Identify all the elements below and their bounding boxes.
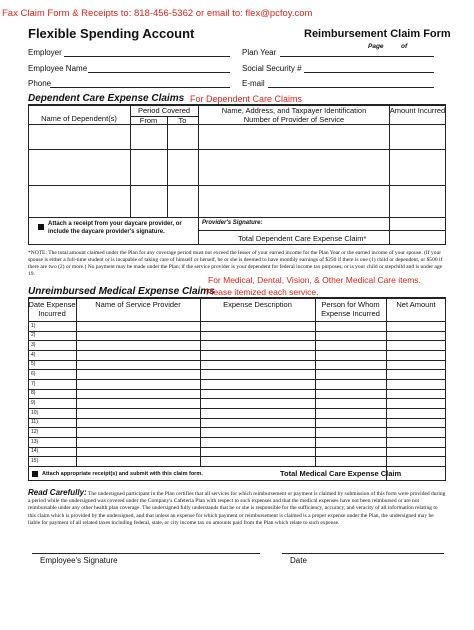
table-row[interactable] (29, 331, 445, 340)
employer-label: Employer (28, 48, 62, 57)
row-number: 15) (31, 457, 39, 464)
certification-body: The undersigned participant in the Plan certifies that all services for which reimbursement or payment is claimed by submission of this form were provided during a period while the undersigned was covered under the Company's Cafeteria Plan with respect to such expenses and that the medical expenses have not been reimbursed or are not reimbursable under any other health plan coverage. The undersigned fully understands that he or she is responsible for the sufficiency, accuracy, and veracity of all information relating to this claim which is provided by the undersigned, and that unless an expense for which payment or reimbursement is claimed is a proper expense under the Plan, the undersigned may be liable for payment of all related taxes including federal, state, or city income tax on amounts paid from the Plan which relate to such expense. (28, 491, 446, 526)
employee-signature-label: Employee's Signature (40, 556, 118, 565)
col-from: From (139, 116, 158, 125)
phone-field[interactable] (50, 87, 230, 88)
fax-instructions: Fax Claim Form & Receipts to: 818-456-5362 or email to: flex@pcfoy.com (2, 8, 313, 19)
employer-field[interactable] (64, 56, 230, 57)
earned-income-note: *NOTE: The total amount claimed under the Plan for any coverage period must not exceed the lesser of your earned income for the Plan Year or the earned income of your spouse. (If your spouse is either a full-time student or is incapable of taking care of himself or herself, he or she is deemed to have monthly earnings of $250 if there is one (1) child or dependent, or $500 if there are two (2) or more.) No payment may be made under the Plan; if the service provider is your dependent for federal income tax purposes, or is your child or stepchild and is under age 19. (28, 250, 443, 277)
medical-note-items: For Medical, Dental, Vision, & Other Medical Care items. (208, 275, 421, 285)
table-row[interactable] (29, 447, 445, 456)
col-net-amount: Net Amount (396, 300, 436, 309)
plan-year-label: Plan Year (242, 48, 277, 57)
dependent-row[interactable] (29, 150, 129, 184)
table-row[interactable] (29, 351, 445, 360)
dependent-row[interactable] (29, 186, 129, 216)
arrow-icon (38, 224, 44, 230)
form-title: Reimbursement Claim Form (304, 28, 451, 40)
row-number: 1) (31, 322, 36, 329)
col-to: To (178, 116, 187, 125)
row-number: 9) (31, 399, 36, 406)
table-row[interactable] (29, 322, 445, 331)
ssn-field[interactable] (304, 72, 434, 73)
row-number: 3) (31, 341, 36, 348)
date-label: Date (290, 556, 307, 565)
row-number: 8) (31, 390, 36, 397)
page-title: Flexible Spending Account (28, 26, 195, 41)
row-number: 13) (31, 438, 39, 445)
row-number: 7) (31, 380, 36, 387)
medical-note-itemize: Please itemized each service. (206, 287, 319, 297)
arrow-icon (32, 471, 38, 477)
page-label: Page (368, 43, 384, 50)
row-number: 4) (31, 351, 36, 358)
col-expense-description: Expense Description (223, 300, 292, 309)
read-carefully-label: Read Carefully: (28, 488, 87, 497)
table-row[interactable] (29, 389, 445, 398)
row-number: 5) (31, 361, 36, 368)
employee-name-label: Employee Name (28, 64, 88, 73)
dependent-row[interactable] (29, 125, 129, 148)
medical-heading: Unreimbursed Medical Expense Claims (28, 286, 215, 297)
col-dependent-name: Name of Dependent(s) (41, 114, 117, 123)
employee-name-field[interactable] (88, 72, 230, 73)
medical-attach-note: Attach appropriate receipt(s) and submit with this claim form. (42, 471, 203, 477)
dependent-total-label: Total Dependent Care Expense Claim* (238, 234, 367, 243)
row-number: 6) (31, 370, 36, 377)
table-row[interactable] (29, 409, 445, 418)
plan-year-field[interactable] (280, 56, 434, 57)
table-row[interactable] (29, 380, 445, 389)
table-row[interactable] (29, 370, 445, 379)
table-row[interactable] (29, 428, 445, 437)
dependent-total-field[interactable] (390, 231, 445, 244)
row-number: 10) (31, 409, 39, 416)
email-label: E-mail (242, 79, 265, 88)
col-amount: Amount Incurred (389, 106, 446, 115)
date-field[interactable] (282, 553, 444, 554)
row-number: 12) (31, 428, 39, 435)
col-provider: Name, Address, and Taxpayer Identification Number of Provider of Service (221, 106, 367, 124)
col-period-covered: Period Covered (137, 106, 191, 115)
table-row[interactable] (29, 399, 445, 408)
certification-text (28, 489, 446, 527)
table-row[interactable] (29, 438, 445, 447)
table-row[interactable] (29, 457, 445, 466)
table-row[interactable] (29, 360, 445, 369)
dependent-attach-note: Attach a receipt from your daycare provider, or include the daycare provider's signature. (48, 221, 182, 235)
table-row[interactable] (29, 341, 445, 350)
medical-total-label: Total Medical Care Expense Claim (280, 469, 402, 478)
col-date-incurred: Date Expense Incurred (28, 300, 76, 318)
provider-signature-label: Provider's Signature: (202, 220, 263, 226)
employee-signature-field[interactable] (32, 553, 260, 554)
dependent-note: For Dependent Care Claims (190, 94, 303, 104)
col-person: Person for Whom Expense Incurred (321, 300, 380, 318)
medical-total-field[interactable] (387, 467, 445, 480)
provider-signature-field[interactable] (262, 218, 388, 229)
email-field[interactable] (268, 87, 434, 88)
of-label: of (401, 43, 408, 50)
phone-label: Phone (28, 79, 52, 88)
row-number: 2) (31, 332, 36, 339)
ssn-label: Social Security # (242, 64, 302, 73)
row-number: 14) (31, 448, 39, 455)
col-service-provider: Name of Service Provider (95, 300, 181, 309)
table-row[interactable] (29, 418, 445, 427)
dependent-heading: Dependent Care Expense Claims (28, 93, 185, 104)
row-number: 11) (31, 419, 38, 426)
